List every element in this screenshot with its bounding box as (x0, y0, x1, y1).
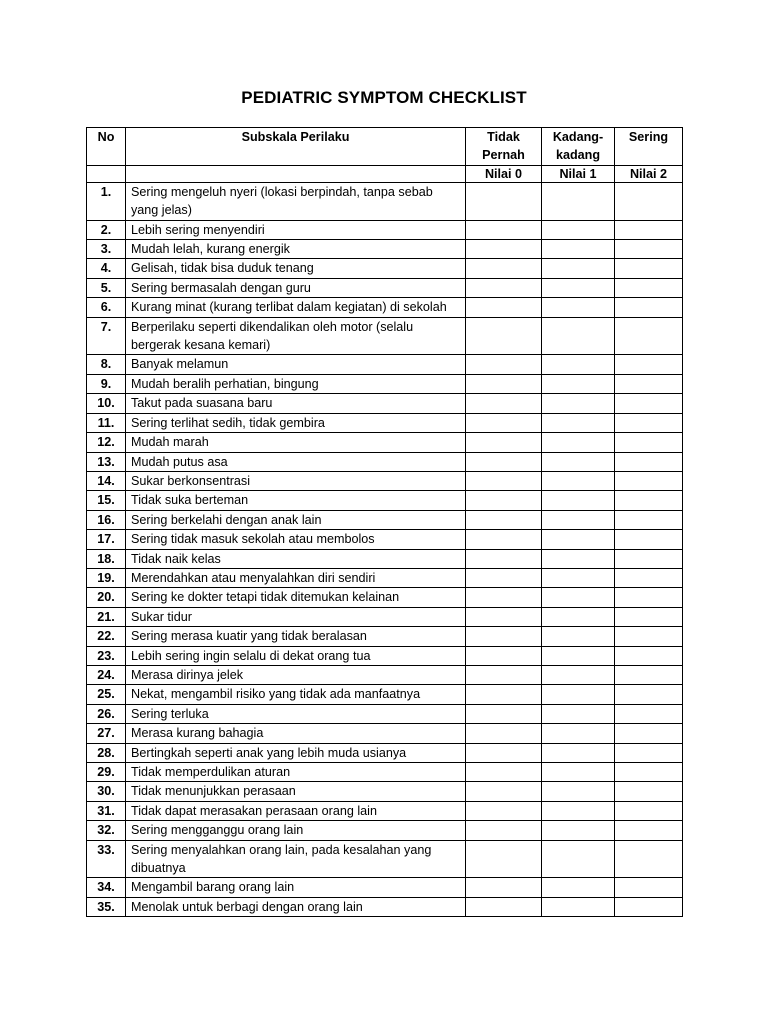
table-row (87, 510, 683, 529)
score-cell-often[interactable] (615, 685, 683, 704)
score-cell-sometimes[interactable] (542, 355, 615, 374)
score-cell-sometimes[interactable] (542, 840, 615, 878)
score-cell-sometimes[interactable] (542, 182, 615, 220)
table-row (87, 471, 683, 490)
item-behavior: Mudah beralih perhatian, bingung (126, 374, 466, 393)
table-row (87, 568, 683, 587)
item-behavior: Sering ke dokter tetapi tidak ditemukan kelainan (126, 588, 466, 607)
score-cell-never[interactable] (466, 607, 542, 626)
score-cell-sometimes[interactable] (542, 413, 615, 432)
score-cell-sometimes[interactable] (542, 240, 615, 259)
score-cell-often[interactable] (615, 897, 683, 916)
header-never: Tidak Pernah (466, 128, 542, 166)
score-cell-sometimes[interactable] (542, 704, 615, 723)
item-behavior: Merasa kurang bahagia (126, 724, 466, 743)
score-cell-often[interactable] (615, 298, 683, 317)
score-cell-often[interactable] (615, 413, 683, 432)
score-cell-sometimes[interactable] (542, 607, 615, 626)
item-behavior: Tidak menunjukkan perasaan (126, 782, 466, 801)
score-cell-never[interactable] (466, 665, 542, 684)
score-cell-sometimes[interactable] (542, 743, 615, 762)
score-cell-sometimes[interactable] (542, 897, 615, 916)
item-behavior: Sering terlihat sedih, tidak gembira (126, 413, 466, 432)
item-number: 22. (87, 627, 126, 646)
item-behavior: Tidak dapat merasakan perasaan orang lain (126, 801, 466, 820)
table-row (87, 220, 683, 239)
item-behavior: Kurang minat (kurang terlibat dalam kegiatan) di sekolah (126, 298, 466, 317)
score-cell-sometimes[interactable] (542, 394, 615, 413)
header-no: No (87, 128, 126, 166)
item-behavior: Mengambil barang orang lain (126, 878, 466, 897)
table-row (87, 182, 683, 220)
score-cell-never[interactable] (466, 413, 542, 432)
score-cell-never[interactable] (466, 182, 542, 220)
item-number: 1. (87, 182, 126, 220)
item-behavior: Bertingkah seperti anak yang lebih muda usianya (126, 743, 466, 762)
item-number: 25. (87, 685, 126, 704)
score-cell-sometimes[interactable] (542, 491, 615, 510)
item-number: 34. (87, 878, 126, 897)
item-number: 27. (87, 724, 126, 743)
table-row (87, 452, 683, 471)
item-number: 32. (87, 821, 126, 840)
score-cell-often[interactable] (615, 452, 683, 471)
score-cell-sometimes[interactable] (542, 801, 615, 820)
score-cell-often[interactable] (615, 530, 683, 549)
score-cell-often[interactable] (615, 220, 683, 239)
item-number: 24. (87, 665, 126, 684)
score-cell-sometimes[interactable] (542, 724, 615, 743)
table-row (87, 665, 683, 684)
item-number: 30. (87, 782, 126, 801)
item-behavior: Sukar berkonsentrasi (126, 471, 466, 490)
header-often: Sering (615, 128, 683, 166)
score-cell-often[interactable] (615, 840, 683, 878)
score-cell-never[interactable] (466, 801, 542, 820)
item-number: 10. (87, 394, 126, 413)
score-cell-never[interactable] (466, 568, 542, 587)
item-behavior: Lebih sering ingin selalu di dekat orang tua (126, 646, 466, 665)
table-row (87, 374, 683, 393)
table-row (87, 433, 683, 452)
item-number: 31. (87, 801, 126, 820)
score-cell-never[interactable] (466, 782, 542, 801)
table-row (87, 724, 683, 743)
score-cell-often[interactable] (615, 607, 683, 626)
score-cell-often[interactable] (615, 182, 683, 220)
score-cell-often[interactable] (615, 374, 683, 393)
score-cell-never[interactable] (466, 259, 542, 278)
score-cell-often[interactable] (615, 627, 683, 646)
score-cell-never[interactable] (466, 763, 542, 782)
item-number: 35. (87, 897, 126, 916)
item-number: 4. (87, 259, 126, 278)
item-number: 3. (87, 240, 126, 259)
score-cell-never[interactable] (466, 627, 542, 646)
table-row (87, 897, 683, 916)
table-row (87, 355, 683, 374)
score-cell-sometimes[interactable] (542, 627, 615, 646)
score-cell-often[interactable] (615, 278, 683, 297)
table-row (87, 685, 683, 704)
score-cell-sometimes[interactable] (542, 471, 615, 490)
item-behavior: Sering menyalahkan orang lain, pada kesalahan yang dibuatnya (126, 840, 466, 878)
table-row (87, 801, 683, 820)
item-number: 2. (87, 220, 126, 239)
score-row (87, 165, 683, 182)
item-number: 21. (87, 607, 126, 626)
item-number: 7. (87, 317, 126, 355)
score-cell-never[interactable] (466, 355, 542, 374)
table-row (87, 530, 683, 549)
item-behavior: Merasa dirinya jelek (126, 665, 466, 684)
item-number: 12. (87, 433, 126, 452)
score-sometimes: Nilai 1 (542, 165, 615, 182)
score-cell-never[interactable] (466, 704, 542, 723)
score-cell-never[interactable] (466, 278, 542, 297)
score-cell-often[interactable] (615, 801, 683, 820)
score-cell-never[interactable] (466, 530, 542, 549)
score-cell-sometimes[interactable] (542, 685, 615, 704)
item-number: 23. (87, 646, 126, 665)
table-row (87, 607, 683, 626)
table-row (87, 627, 683, 646)
score-cell-never[interactable] (466, 374, 542, 393)
item-number: 17. (87, 530, 126, 549)
item-behavior: Tidak memperdulikan aturan (126, 763, 466, 782)
score-cell-often[interactable] (615, 394, 683, 413)
score-cell-often[interactable] (615, 821, 683, 840)
score-cell-often[interactable] (615, 646, 683, 665)
score-cell-sometimes[interactable] (542, 298, 615, 317)
page-title: PEDIATRIC SYMPTOM CHECKLIST (241, 88, 527, 107)
table-row (87, 549, 683, 568)
score-cell-never[interactable] (466, 646, 542, 665)
item-behavior: Gelisah, tidak bisa duduk tenang (126, 259, 466, 278)
score-blank-behavior (126, 165, 466, 182)
score-cell-often[interactable] (615, 878, 683, 897)
item-behavior: Sering tidak masuk sekolah atau membolos (126, 530, 466, 549)
score-cell-often[interactable] (615, 471, 683, 490)
score-cell-often[interactable] (615, 259, 683, 278)
score-cell-sometimes[interactable] (542, 763, 615, 782)
table-row (87, 782, 683, 801)
header-behavior: Subskala Perilaku (126, 128, 466, 166)
score-cell-sometimes[interactable] (542, 588, 615, 607)
item-behavior: Sering merasa kuatir yang tidak beralasan (126, 627, 466, 646)
table-row (87, 298, 683, 317)
score-cell-never[interactable] (466, 840, 542, 878)
score-cell-often[interactable] (615, 665, 683, 684)
score-never: Nilai 0 (466, 165, 542, 182)
table-row (87, 588, 683, 607)
score-cell-often[interactable] (615, 704, 683, 723)
score-cell-often[interactable] (615, 724, 683, 743)
score-cell-never[interactable] (466, 878, 542, 897)
header-sometimes: Kadang-kadang (542, 128, 615, 166)
score-cell-often[interactable] (615, 317, 683, 355)
score-cell-often[interactable] (615, 491, 683, 510)
table-row (87, 821, 683, 840)
score-cell-sometimes[interactable] (542, 878, 615, 897)
score-cell-never[interactable] (466, 588, 542, 607)
item-number: 5. (87, 278, 126, 297)
score-cell-never[interactable] (466, 491, 542, 510)
item-number: 29. (87, 763, 126, 782)
score-cell-never[interactable] (466, 394, 542, 413)
item-behavior: Berperilaku seperti dikendalikan oleh motor (selalu bergerak kesana kemari) (126, 317, 466, 355)
item-number: 13. (87, 452, 126, 471)
header-row (87, 128, 683, 166)
item-number: 33. (87, 840, 126, 878)
score-cell-never[interactable] (466, 452, 542, 471)
item-number: 15. (87, 491, 126, 510)
score-cell-sometimes[interactable] (542, 782, 615, 801)
score-cell-often[interactable] (615, 568, 683, 587)
item-behavior: Sering terluka (126, 704, 466, 723)
score-cell-never[interactable] (466, 298, 542, 317)
item-behavior: Nekat, mengambil risiko yang tidak ada manfaatnya (126, 685, 466, 704)
score-cell-sometimes[interactable] (542, 646, 615, 665)
item-number: 11. (87, 413, 126, 432)
score-cell-never[interactable] (466, 240, 542, 259)
score-cell-sometimes[interactable] (542, 433, 615, 452)
score-cell-often[interactable] (615, 355, 683, 374)
item-behavior: Lebih sering menyendiri (126, 220, 466, 239)
score-cell-never[interactable] (466, 510, 542, 529)
score-cell-sometimes[interactable] (542, 374, 615, 393)
item-number: 8. (87, 355, 126, 374)
item-number: 26. (87, 704, 126, 723)
score-cell-often[interactable] (615, 782, 683, 801)
score-cell-never[interactable] (466, 433, 542, 452)
score-cell-sometimes[interactable] (542, 568, 615, 587)
table-row (87, 763, 683, 782)
score-cell-never[interactable] (466, 685, 542, 704)
item-behavior: Mudah lelah, kurang energik (126, 240, 466, 259)
table-row (87, 840, 683, 878)
table-row (87, 394, 683, 413)
score-cell-sometimes[interactable] (542, 530, 615, 549)
item-behavior: Mudah marah (126, 433, 466, 452)
score-cell-sometimes[interactable] (542, 665, 615, 684)
score-cell-never[interactable] (466, 724, 542, 743)
item-behavior: Merendahkan atau menyalahkan diri sendiri (126, 568, 466, 587)
score-cell-sometimes[interactable] (542, 510, 615, 529)
item-number: 9. (87, 374, 126, 393)
score-cell-sometimes[interactable] (542, 278, 615, 297)
item-behavior: Sering berkelahi dengan anak lain (126, 510, 466, 529)
checklist-body (87, 128, 683, 917)
score-cell-sometimes[interactable] (542, 452, 615, 471)
item-behavior: Tidak naik kelas (126, 549, 466, 568)
score-cell-often[interactable] (615, 510, 683, 529)
score-cell-never[interactable] (466, 317, 542, 355)
table-row (87, 278, 683, 297)
score-cell-often[interactable] (615, 763, 683, 782)
item-number: 20. (87, 588, 126, 607)
item-behavior: Menolak untuk berbagi dengan orang lain (126, 897, 466, 916)
checklist-table (86, 127, 683, 917)
score-cell-sometimes[interactable] (542, 259, 615, 278)
item-number: 28. (87, 743, 126, 762)
score-cell-never[interactable] (466, 549, 542, 568)
score-cell-never[interactable] (466, 897, 542, 916)
score-cell-sometimes[interactable] (542, 220, 615, 239)
table-row (87, 743, 683, 762)
score-cell-never[interactable] (466, 471, 542, 490)
item-behavior: Mudah putus asa (126, 452, 466, 471)
score-cell-sometimes[interactable] (542, 549, 615, 568)
score-blank-no (87, 165, 126, 182)
score-cell-often[interactable] (615, 588, 683, 607)
item-number: 6. (87, 298, 126, 317)
item-behavior: Sering mengganggu orang lain (126, 821, 466, 840)
score-cell-often[interactable] (615, 240, 683, 259)
item-number: 16. (87, 510, 126, 529)
table-row (87, 240, 683, 259)
item-behavior: Sukar tidur (126, 607, 466, 626)
score-cell-never[interactable] (466, 821, 542, 840)
item-number: 14. (87, 471, 126, 490)
table-row (87, 491, 683, 510)
score-cell-sometimes[interactable] (542, 317, 615, 355)
score-cell-never[interactable] (466, 743, 542, 762)
item-behavior: Tidak suka berteman (126, 491, 466, 510)
score-often: Nilai 2 (615, 165, 683, 182)
table-row (87, 413, 683, 432)
item-behavior: Sering bermasalah dengan guru (126, 278, 466, 297)
table-row (87, 878, 683, 897)
item-number: 18. (87, 549, 126, 568)
score-cell-never[interactable] (466, 220, 542, 239)
table-row (87, 704, 683, 723)
item-behavior: Sering mengeluh nyeri (lokasi berpindah, tanpa sebab yang jelas) (126, 182, 466, 220)
item-behavior: Banyak melamun (126, 355, 466, 374)
score-cell-often[interactable] (615, 549, 683, 568)
table-row (87, 259, 683, 278)
item-behavior: Takut pada suasana baru (126, 394, 466, 413)
score-cell-often[interactable] (615, 743, 683, 762)
score-cell-often[interactable] (615, 433, 683, 452)
table-row (87, 646, 683, 665)
table-row (87, 317, 683, 355)
score-cell-sometimes[interactable] (542, 821, 615, 840)
item-number: 19. (87, 568, 126, 587)
